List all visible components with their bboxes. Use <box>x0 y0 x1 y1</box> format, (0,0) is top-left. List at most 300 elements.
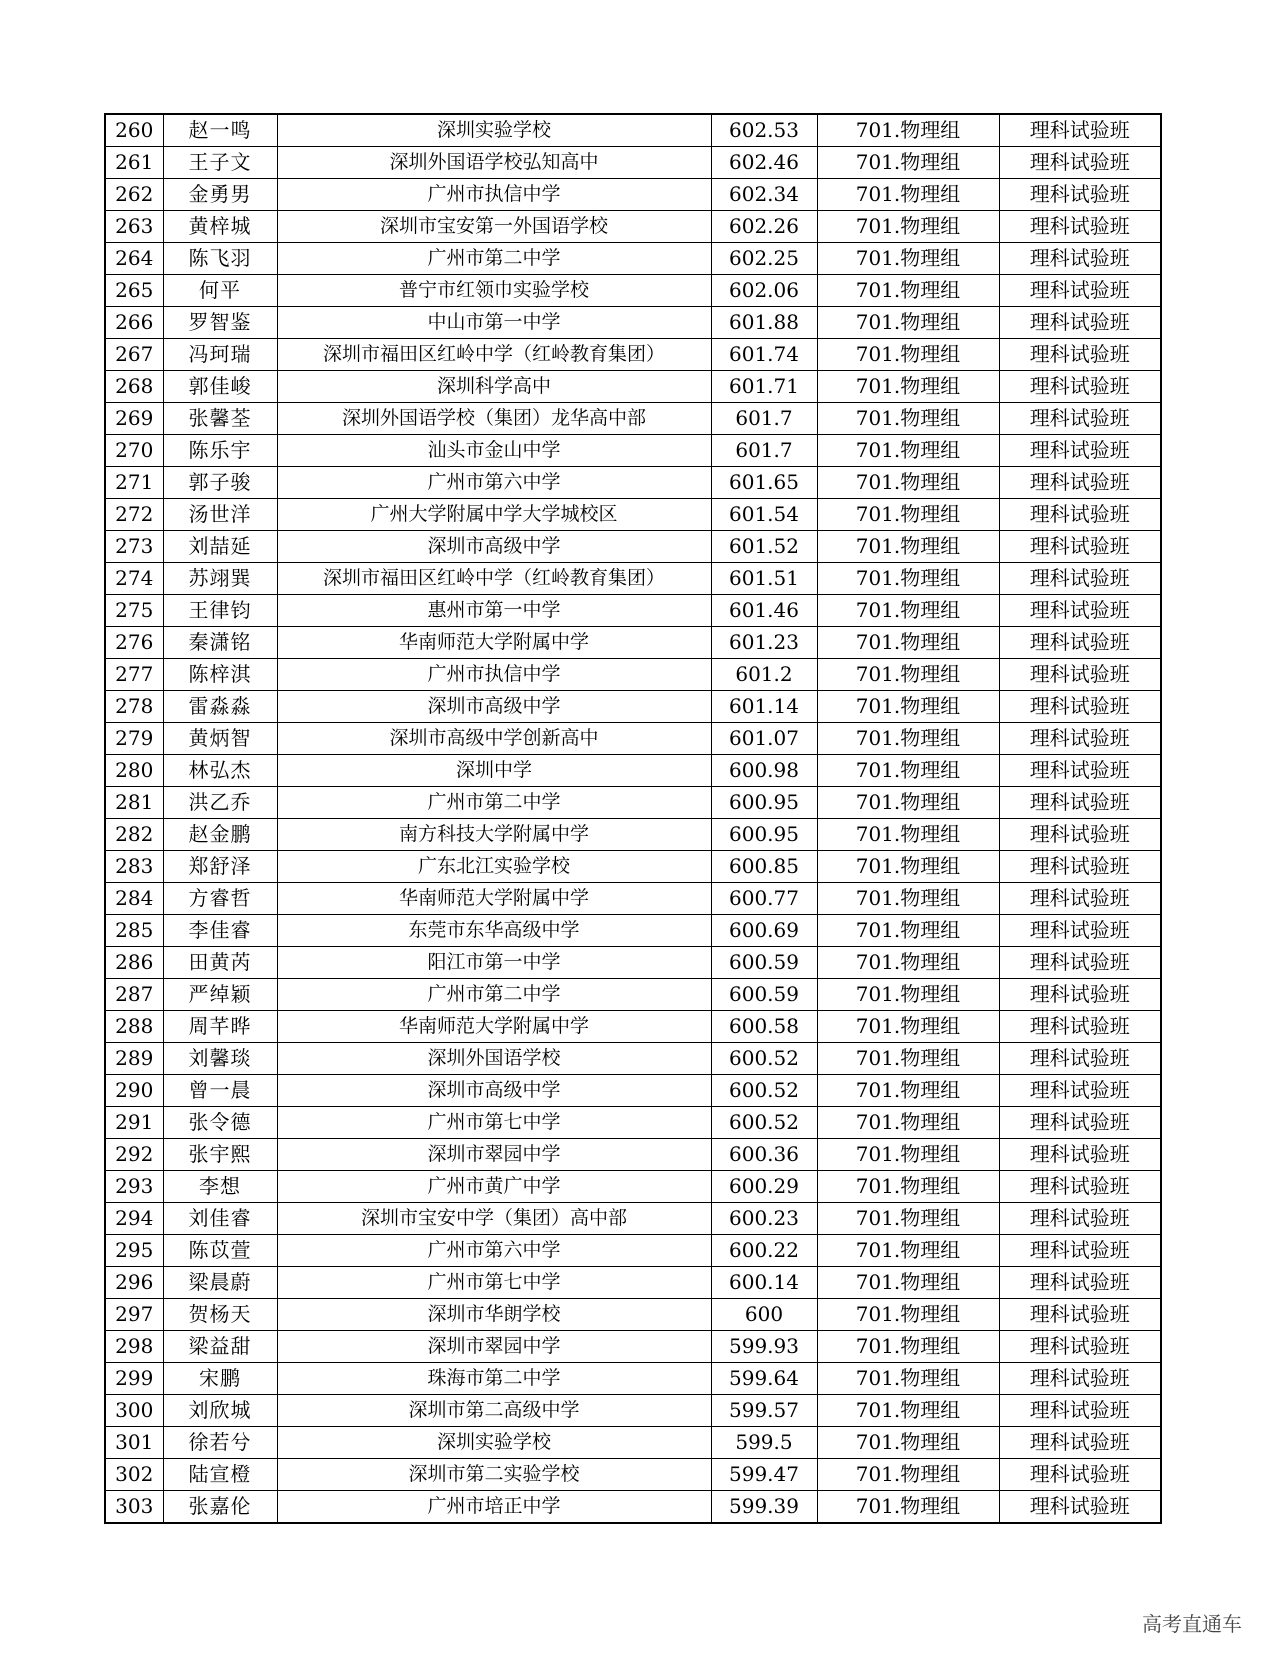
rank-cell: 300 <box>105 1395 163 1427</box>
name-cell: 张嘉伦 <box>163 1491 277 1524</box>
table-row <box>105 499 1161 531</box>
class-cell: 理科试验班 <box>999 1491 1161 1524</box>
rank-cell: 281 <box>105 787 163 819</box>
score-cell: 599.47 <box>711 1459 817 1491</box>
group-cell: 701.物理组 <box>817 275 999 307</box>
class-cell: 理科试验班 <box>999 307 1161 339</box>
table-row <box>105 1459 1161 1491</box>
school-cell: 深圳中学 <box>277 755 711 787</box>
score-cell: 602.46 <box>711 147 817 179</box>
rank-cell: 298 <box>105 1331 163 1363</box>
school-cell: 深圳实验学校 <box>277 1427 711 1459</box>
school-cell: 广东北江实验学校 <box>277 851 711 883</box>
name-cell: 林弘杰 <box>163 755 277 787</box>
name-cell: 周芊晔 <box>163 1011 277 1043</box>
table-row <box>105 435 1161 467</box>
group-cell: 701.物理组 <box>817 1043 999 1075</box>
rank-cell: 288 <box>105 1011 163 1043</box>
class-cell: 理科试验班 <box>999 179 1161 211</box>
group-cell: 701.物理组 <box>817 883 999 915</box>
class-cell: 理科试验班 <box>999 114 1161 147</box>
school-cell: 深圳市宝安中学（集团）高中部 <box>277 1203 711 1235</box>
class-cell: 理科试验班 <box>999 531 1161 563</box>
school-cell: 深圳科学高中 <box>277 371 711 403</box>
group-cell: 701.物理组 <box>817 467 999 499</box>
name-cell: 田黄芮 <box>163 947 277 979</box>
score-cell: 600.14 <box>711 1267 817 1299</box>
group-cell: 701.物理组 <box>817 1171 999 1203</box>
rank-cell: 271 <box>105 467 163 499</box>
class-cell: 理科试验班 <box>999 819 1161 851</box>
table-row <box>105 211 1161 243</box>
class-cell: 理科试验班 <box>999 1267 1161 1299</box>
table-row <box>105 371 1161 403</box>
name-cell: 徐若兮 <box>163 1427 277 1459</box>
table-row <box>105 1267 1161 1299</box>
table-row <box>105 659 1161 691</box>
score-cell: 601.74 <box>711 339 817 371</box>
name-cell: 罗智鉴 <box>163 307 277 339</box>
table-row <box>105 1011 1161 1043</box>
name-cell: 金勇男 <box>163 179 277 211</box>
table-row <box>105 947 1161 979</box>
rank-cell: 268 <box>105 371 163 403</box>
name-cell: 梁晨蔚 <box>163 1267 277 1299</box>
group-cell: 701.物理组 <box>817 1395 999 1427</box>
school-cell: 中山市第一中学 <box>277 307 711 339</box>
school-cell: 东莞市东华高级中学 <box>277 915 711 947</box>
table-row <box>105 243 1161 275</box>
name-cell: 黄炳智 <box>163 723 277 755</box>
class-cell: 理科试验班 <box>999 1075 1161 1107</box>
score-cell: 600.58 <box>711 1011 817 1043</box>
rank-cell: 270 <box>105 435 163 467</box>
rank-cell: 283 <box>105 851 163 883</box>
table-row <box>105 1299 1161 1331</box>
school-cell: 广州市执信中学 <box>277 659 711 691</box>
school-cell: 广州市第六中学 <box>277 467 711 499</box>
school-cell: 汕头市金山中学 <box>277 435 711 467</box>
name-cell: 陆宣橙 <box>163 1459 277 1491</box>
rank-cell: 285 <box>105 915 163 947</box>
table-row <box>105 755 1161 787</box>
group-cell: 701.物理组 <box>817 659 999 691</box>
table-row <box>105 1395 1161 1427</box>
name-cell: 张令德 <box>163 1107 277 1139</box>
class-cell: 理科试验班 <box>999 403 1161 435</box>
score-cell: 600.77 <box>711 883 817 915</box>
rank-cell: 282 <box>105 819 163 851</box>
rank-cell: 279 <box>105 723 163 755</box>
class-cell: 理科试验班 <box>999 467 1161 499</box>
group-cell: 701.物理组 <box>817 179 999 211</box>
score-cell: 600.98 <box>711 755 817 787</box>
table-row <box>105 691 1161 723</box>
score-cell: 599.57 <box>711 1395 817 1427</box>
score-cell: 601.71 <box>711 371 817 403</box>
class-cell: 理科试验班 <box>999 1139 1161 1171</box>
group-cell: 701.物理组 <box>817 563 999 595</box>
name-cell: 苏翊巽 <box>163 563 277 595</box>
name-cell: 陈梓淇 <box>163 659 277 691</box>
school-cell: 华南师范大学附属中学 <box>277 883 711 915</box>
table-row <box>105 1171 1161 1203</box>
class-cell: 理科试验班 <box>999 211 1161 243</box>
group-cell: 701.物理组 <box>817 403 999 435</box>
school-cell: 深圳市第二高级中学 <box>277 1395 711 1427</box>
group-cell: 701.物理组 <box>817 1203 999 1235</box>
name-cell: 曾一晨 <box>163 1075 277 1107</box>
school-cell: 深圳市宝安第一外国语学校 <box>277 211 711 243</box>
score-cell: 601.54 <box>711 499 817 531</box>
score-cell: 599.64 <box>711 1363 817 1395</box>
score-cell: 600.52 <box>711 1075 817 1107</box>
table-row <box>105 1139 1161 1171</box>
class-cell: 理科试验班 <box>999 915 1161 947</box>
name-cell: 郑舒泽 <box>163 851 277 883</box>
class-cell: 理科试验班 <box>999 1395 1161 1427</box>
rank-cell: 274 <box>105 563 163 595</box>
school-cell: 深圳市高级中学 <box>277 531 711 563</box>
rank-cell: 289 <box>105 1043 163 1075</box>
rank-cell: 295 <box>105 1235 163 1267</box>
score-cell: 601.2 <box>711 659 817 691</box>
name-cell: 张馨荃 <box>163 403 277 435</box>
class-cell: 理科试验班 <box>999 723 1161 755</box>
name-cell: 洪乙乔 <box>163 787 277 819</box>
class-cell: 理科试验班 <box>999 1331 1161 1363</box>
score-cell: 600.85 <box>711 851 817 883</box>
name-cell: 刘馨琰 <box>163 1043 277 1075</box>
table-row <box>105 1107 1161 1139</box>
rank-cell: 284 <box>105 883 163 915</box>
class-cell: 理科试验班 <box>999 1011 1161 1043</box>
class-cell: 理科试验班 <box>999 691 1161 723</box>
table-row <box>105 819 1161 851</box>
group-cell: 701.物理组 <box>817 1459 999 1491</box>
class-cell: 理科试验班 <box>999 627 1161 659</box>
rank-cell: 302 <box>105 1459 163 1491</box>
table-row <box>105 787 1161 819</box>
score-cell: 601.14 <box>711 691 817 723</box>
score-cell: 599.5 <box>711 1427 817 1459</box>
rank-cell: 267 <box>105 339 163 371</box>
class-cell: 理科试验班 <box>999 1171 1161 1203</box>
score-cell: 600.69 <box>711 915 817 947</box>
rank-cell: 293 <box>105 1171 163 1203</box>
rank-cell: 278 <box>105 691 163 723</box>
score-cell: 600.36 <box>711 1139 817 1171</box>
rank-cell: 272 <box>105 499 163 531</box>
score-cell: 600.95 <box>711 819 817 851</box>
name-cell: 张宇熙 <box>163 1139 277 1171</box>
name-cell: 方睿哲 <box>163 883 277 915</box>
class-cell: 理科试验班 <box>999 595 1161 627</box>
group-cell: 701.物理组 <box>817 723 999 755</box>
name-cell: 郭佳峻 <box>163 371 277 403</box>
school-cell: 广州市培正中学 <box>277 1491 711 1524</box>
rank-cell: 262 <box>105 179 163 211</box>
school-cell: 广州市第六中学 <box>277 1235 711 1267</box>
school-cell: 华南师范大学附属中学 <box>277 1011 711 1043</box>
score-cell: 602.53 <box>711 114 817 147</box>
school-cell: 广州市第二中学 <box>277 787 711 819</box>
score-table <box>104 113 1162 1524</box>
class-cell: 理科试验班 <box>999 1235 1161 1267</box>
class-cell: 理科试验班 <box>999 1299 1161 1331</box>
class-cell: 理科试验班 <box>999 755 1161 787</box>
group-cell: 701.物理组 <box>817 211 999 243</box>
class-cell: 理科试验班 <box>999 1043 1161 1075</box>
table-row <box>105 1491 1161 1524</box>
table-row <box>105 1235 1161 1267</box>
school-cell: 深圳市高级中学 <box>277 1075 711 1107</box>
table-row <box>105 1043 1161 1075</box>
name-cell: 冯珂瑞 <box>163 339 277 371</box>
group-cell: 701.物理组 <box>817 819 999 851</box>
score-cell: 601.07 <box>711 723 817 755</box>
rank-cell: 303 <box>105 1491 163 1524</box>
rank-cell: 276 <box>105 627 163 659</box>
name-cell: 王子文 <box>163 147 277 179</box>
school-cell: 南方科技大学附属中学 <box>277 819 711 851</box>
score-cell: 599.93 <box>711 1331 817 1363</box>
school-cell: 广州市第七中学 <box>277 1267 711 1299</box>
name-cell: 贺杨天 <box>163 1299 277 1331</box>
score-cell: 601.88 <box>711 307 817 339</box>
group-cell: 701.物理组 <box>817 1139 999 1171</box>
table-row <box>105 1363 1161 1395</box>
class-cell: 理科试验班 <box>999 979 1161 1011</box>
score-cell: 599.39 <box>711 1491 817 1524</box>
table-row <box>105 915 1161 947</box>
table-row <box>105 627 1161 659</box>
rank-cell: 301 <box>105 1427 163 1459</box>
group-cell: 701.物理组 <box>817 915 999 947</box>
name-cell: 严绰颖 <box>163 979 277 1011</box>
school-cell: 深圳外国语学校（集团）龙华高中部 <box>277 403 711 435</box>
class-cell: 理科试验班 <box>999 147 1161 179</box>
table-row <box>105 339 1161 371</box>
score-cell: 601.65 <box>711 467 817 499</box>
name-cell: 黄梓城 <box>163 211 277 243</box>
table-row <box>105 114 1161 147</box>
school-cell: 深圳外国语学校 <box>277 1043 711 1075</box>
name-cell: 雷淼淼 <box>163 691 277 723</box>
rank-cell: 290 <box>105 1075 163 1107</box>
score-cell: 601.7 <box>711 403 817 435</box>
group-cell: 701.物理组 <box>817 755 999 787</box>
school-cell: 深圳市第二实验学校 <box>277 1459 711 1491</box>
table-row <box>105 531 1161 563</box>
school-cell: 珠海市第二中学 <box>277 1363 711 1395</box>
name-cell: 李想 <box>163 1171 277 1203</box>
score-cell: 600.59 <box>711 979 817 1011</box>
rank-cell: 277 <box>105 659 163 691</box>
school-cell: 深圳实验学校 <box>277 114 711 147</box>
rank-cell: 260 <box>105 114 163 147</box>
name-cell: 赵金鹏 <box>163 819 277 851</box>
class-cell: 理科试验班 <box>999 851 1161 883</box>
group-cell: 701.物理组 <box>817 1107 999 1139</box>
group-cell: 701.物理组 <box>817 114 999 147</box>
group-cell: 701.物理组 <box>817 339 999 371</box>
table-row <box>105 883 1161 915</box>
class-cell: 理科试验班 <box>999 435 1161 467</box>
name-cell: 陈飞羽 <box>163 243 277 275</box>
score-cell: 601.46 <box>711 595 817 627</box>
school-cell: 深圳市高级中学创新高中 <box>277 723 711 755</box>
rank-cell: 292 <box>105 1139 163 1171</box>
name-cell: 宋鹏 <box>163 1363 277 1395</box>
school-cell: 深圳市华朗学校 <box>277 1299 711 1331</box>
group-cell: 701.物理组 <box>817 787 999 819</box>
class-cell: 理科试验班 <box>999 1427 1161 1459</box>
school-cell: 广州市执信中学 <box>277 179 711 211</box>
class-cell: 理科试验班 <box>999 1203 1161 1235</box>
name-cell: 李佳睿 <box>163 915 277 947</box>
group-cell: 701.物理组 <box>817 435 999 467</box>
class-cell: 理科试验班 <box>999 947 1161 979</box>
group-cell: 701.物理组 <box>817 1363 999 1395</box>
group-cell: 701.物理组 <box>817 979 999 1011</box>
name-cell: 刘欣城 <box>163 1395 277 1427</box>
rank-cell: 263 <box>105 211 163 243</box>
school-cell: 广州市黄广中学 <box>277 1171 711 1203</box>
rank-cell: 264 <box>105 243 163 275</box>
rank-cell: 261 <box>105 147 163 179</box>
table-row <box>105 307 1161 339</box>
score-cell: 601.51 <box>711 563 817 595</box>
score-cell: 602.34 <box>711 179 817 211</box>
group-cell: 701.物理组 <box>817 243 999 275</box>
score-cell: 602.06 <box>711 275 817 307</box>
group-cell: 701.物理组 <box>817 1427 999 1459</box>
name-cell: 汤世洋 <box>163 499 277 531</box>
group-cell: 701.物理组 <box>817 851 999 883</box>
school-cell: 深圳外国语学校弘知高中 <box>277 147 711 179</box>
class-cell: 理科试验班 <box>999 339 1161 371</box>
school-cell: 广州市第七中学 <box>277 1107 711 1139</box>
group-cell: 701.物理组 <box>817 1491 999 1524</box>
rank-cell: 286 <box>105 947 163 979</box>
class-cell: 理科试验班 <box>999 659 1161 691</box>
class-cell: 理科试验班 <box>999 1363 1161 1395</box>
class-cell: 理科试验班 <box>999 787 1161 819</box>
name-cell: 陈乐宇 <box>163 435 277 467</box>
score-cell: 600.22 <box>711 1235 817 1267</box>
class-cell: 理科试验班 <box>999 275 1161 307</box>
table-row <box>105 275 1161 307</box>
group-cell: 701.物理组 <box>817 147 999 179</box>
class-cell: 理科试验班 <box>999 371 1161 403</box>
rank-cell: 296 <box>105 1267 163 1299</box>
table-row <box>105 1427 1161 1459</box>
group-cell: 701.物理组 <box>817 1075 999 1107</box>
score-cell: 600.59 <box>711 947 817 979</box>
score-cell: 600.29 <box>711 1171 817 1203</box>
name-cell: 何平 <box>163 275 277 307</box>
rank-cell: 275 <box>105 595 163 627</box>
table-row <box>105 179 1161 211</box>
rank-cell: 291 <box>105 1107 163 1139</box>
table-row <box>105 147 1161 179</box>
school-cell: 深圳市翠园中学 <box>277 1331 711 1363</box>
group-cell: 701.物理组 <box>817 595 999 627</box>
name-cell: 郭子骏 <box>163 467 277 499</box>
name-cell: 陈苡萱 <box>163 1235 277 1267</box>
group-cell: 701.物理组 <box>817 499 999 531</box>
table-row <box>105 563 1161 595</box>
school-cell: 深圳市福田区红岭中学（红岭教育集团） <box>277 339 711 371</box>
name-cell: 王律钧 <box>163 595 277 627</box>
group-cell: 701.物理组 <box>817 1235 999 1267</box>
rank-cell: 269 <box>105 403 163 435</box>
school-cell: 深圳市翠园中学 <box>277 1139 711 1171</box>
rank-cell: 294 <box>105 1203 163 1235</box>
table-row <box>105 1331 1161 1363</box>
group-cell: 701.物理组 <box>817 1331 999 1363</box>
rank-cell: 265 <box>105 275 163 307</box>
name-cell: 刘佳睿 <box>163 1203 277 1235</box>
school-cell: 广州大学附属中学大学城校区 <box>277 499 711 531</box>
score-cell: 601.52 <box>711 531 817 563</box>
name-cell: 赵一鸣 <box>163 114 277 147</box>
rank-cell: 287 <box>105 979 163 1011</box>
group-cell: 701.物理组 <box>817 1299 999 1331</box>
school-cell: 阳江市第一中学 <box>277 947 711 979</box>
table-row <box>105 403 1161 435</box>
score-cell: 600.52 <box>711 1043 817 1075</box>
school-cell: 广州市第二中学 <box>277 979 711 1011</box>
group-cell: 701.物理组 <box>817 307 999 339</box>
school-cell: 深圳市福田区红岭中学（红岭教育集团） <box>277 563 711 595</box>
score-cell: 600 <box>711 1299 817 1331</box>
name-cell: 梁益甜 <box>163 1331 277 1363</box>
school-cell: 普宁市红领巾实验学校 <box>277 275 711 307</box>
score-cell: 601.23 <box>711 627 817 659</box>
table-body <box>105 114 1161 1523</box>
class-cell: 理科试验班 <box>999 1459 1161 1491</box>
score-cell: 600.95 <box>711 787 817 819</box>
rank-cell: 280 <box>105 755 163 787</box>
rank-cell: 299 <box>105 1363 163 1395</box>
table-row <box>105 595 1161 627</box>
name-cell: 刘喆延 <box>163 531 277 563</box>
class-cell: 理科试验班 <box>999 883 1161 915</box>
table-row <box>105 979 1161 1011</box>
score-cell: 600.23 <box>711 1203 817 1235</box>
table-row <box>105 723 1161 755</box>
score-cell: 602.26 <box>711 211 817 243</box>
rank-cell: 273 <box>105 531 163 563</box>
group-cell: 701.物理组 <box>817 947 999 979</box>
table-row <box>105 1203 1161 1235</box>
score-cell: 600.52 <box>711 1107 817 1139</box>
table-row <box>105 467 1161 499</box>
group-cell: 701.物理组 <box>817 371 999 403</box>
score-cell: 602.25 <box>711 243 817 275</box>
class-cell: 理科试验班 <box>999 1107 1161 1139</box>
table-row <box>105 1075 1161 1107</box>
class-cell: 理科试验班 <box>999 499 1161 531</box>
school-cell: 广州市第二中学 <box>277 243 711 275</box>
school-cell: 深圳市高级中学 <box>277 691 711 723</box>
class-cell: 理科试验班 <box>999 563 1161 595</box>
school-cell: 惠州市第一中学 <box>277 595 711 627</box>
school-cell: 华南师范大学附属中学 <box>277 627 711 659</box>
table-row <box>105 851 1161 883</box>
